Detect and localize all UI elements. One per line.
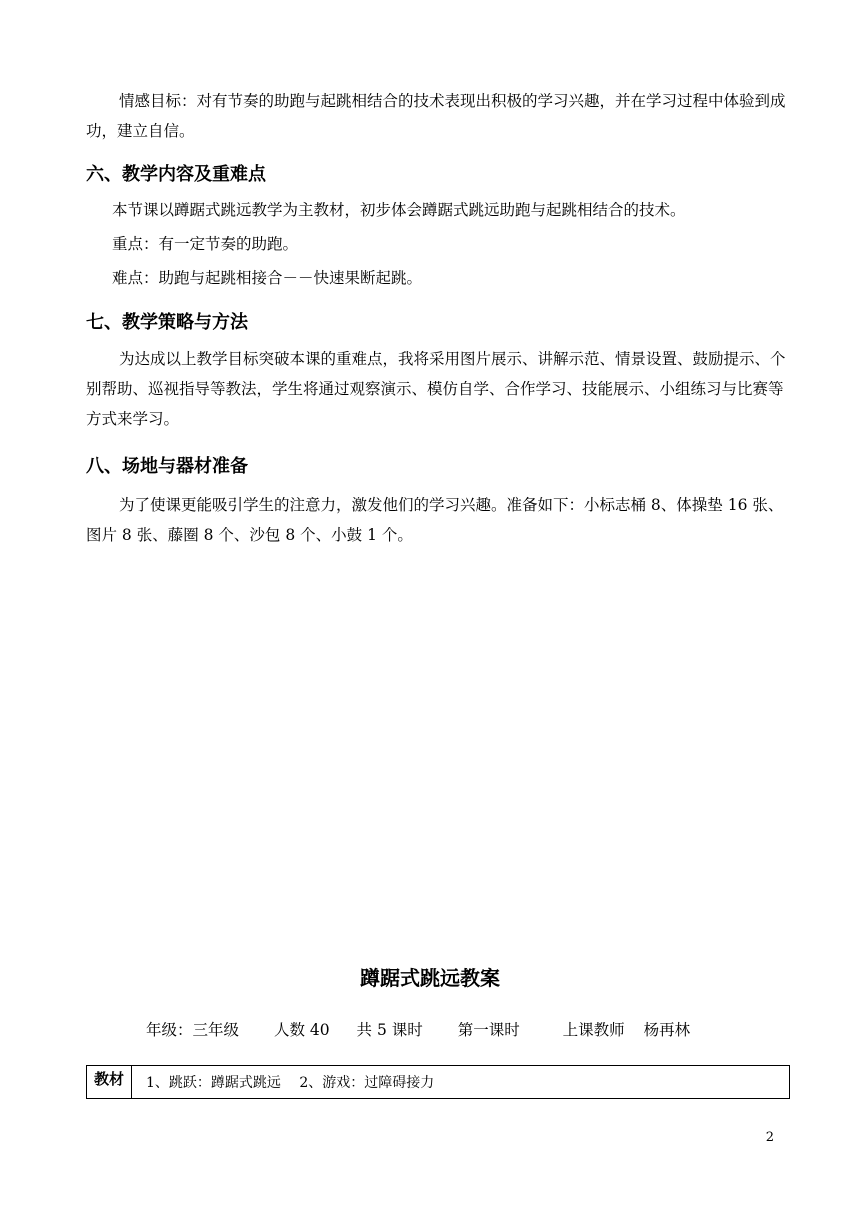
lesson-plan-title: 蹲踞式跳远教案 bbox=[360, 966, 500, 990]
section-7-body: 为达成以上教学目标突破本课的重难点，我将采用图片展示、讲解示范、情景设置、鼓励提示、个别帮助、巡视指导等教法，学生将通过观察演示、模仿自学、合作学习、技能展示、小组练习与比赛等方式来学习。 bbox=[86, 350, 786, 428]
key-point-line: 重点：有一定节奏的助跑。 bbox=[112, 235, 299, 253]
section-7-heading: 七、教学策略与方法 bbox=[86, 312, 248, 333]
material-table bbox=[86, 1065, 790, 1099]
material-label: 教材 bbox=[87, 1066, 132, 1099]
section-8-heading: 八、场地与器材准备 bbox=[86, 456, 248, 477]
teacher-name: 杨再林 bbox=[643, 1021, 691, 1039]
section-8-body: 为了使课更能吸引学生的注意力，激发他们的学习兴趣。准备如下：小标志桶 8、体操垫 16 张、图片 8 张、藤圈 8 个、沙包 8 个、小鼓 1 个。 bbox=[86, 496, 784, 544]
difficulty-line: 难点：助跑与起跳相接合－－快速果断起跳。 bbox=[112, 269, 423, 287]
section-6-body: 本节课以蹲踞式跳远教学为主教材，初步体会蹲踞式跳远助跑与起跳相结合的技术。 bbox=[112, 201, 686, 219]
page-number: 2 bbox=[765, 1130, 774, 1145]
material-value: 1、跳跃：蹲踞式跳远 2、游戏：过障碍接力 bbox=[132, 1066, 790, 1099]
grade-label: 年级：三年级 bbox=[146, 1021, 240, 1039]
section-6-heading: 六、教学内容及重难点 bbox=[86, 164, 266, 185]
affective-goal-paragraph: 情感目标：对有节奏的助跑与起跳相结合的技术表现出积极的学习兴趣，并在学习过程中体验到成功，建立自信。 bbox=[86, 92, 786, 140]
teacher-label: 上课教师 bbox=[562, 1021, 625, 1039]
lesson-meta-row bbox=[146, 1018, 690, 1040]
material-row bbox=[87, 1066, 790, 1099]
total-lessons: 共 5 课时 bbox=[356, 1021, 423, 1039]
lesson-number: 第一课时 bbox=[457, 1021, 520, 1039]
students-count: 人数 40 bbox=[273, 1021, 330, 1039]
